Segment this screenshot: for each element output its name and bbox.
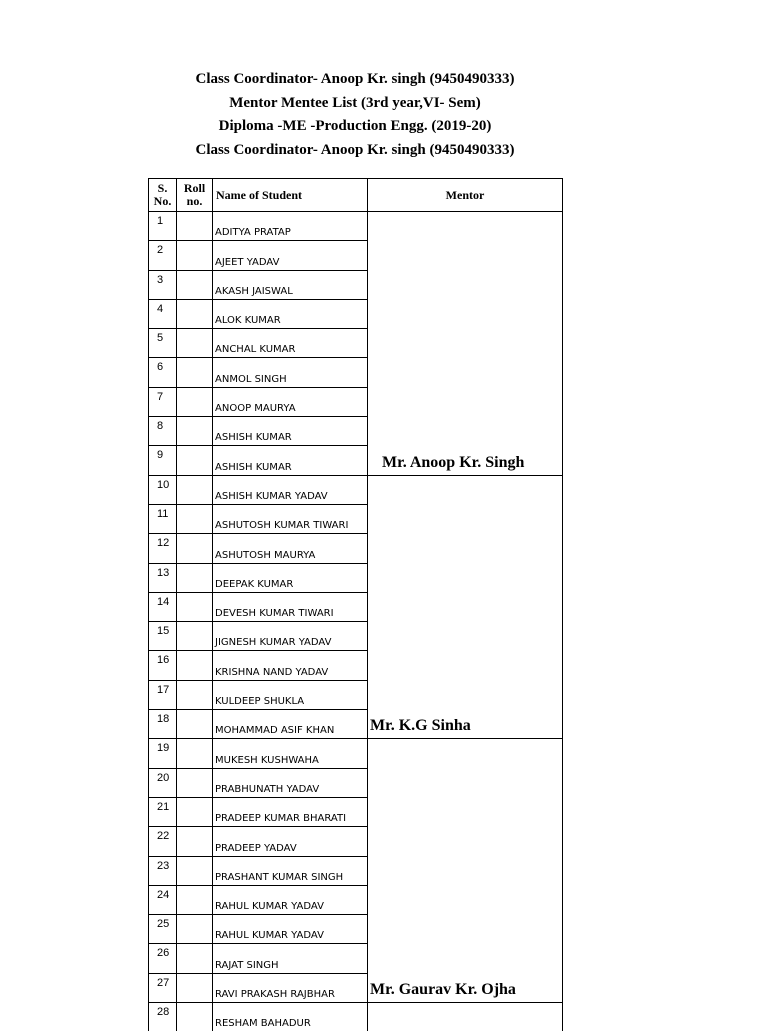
serial-number-cell: 7: [149, 387, 177, 416]
roll-number-cell: [177, 885, 213, 914]
roll-number-cell: [177, 417, 213, 446]
serial-number-cell: 12: [149, 534, 177, 563]
student-name-cell: RAJAT SINGH: [213, 944, 368, 973]
roll-number-cell: [177, 212, 213, 241]
header-line-list-title: Mentor Mentee List (3rd year,VI- Sem): [0, 92, 710, 116]
header-line-coordinator: Class Coordinator- Anoop Kr. singh (9450490333): [0, 68, 710, 92]
roll-number-cell: [177, 299, 213, 328]
student-name-cell: RESHAM BAHADUR: [213, 1003, 368, 1031]
column-header-roll: Roll no.: [177, 179, 213, 212]
column-header-sno: S. No.: [149, 179, 177, 212]
roll-number-cell: [177, 827, 213, 856]
table-body: [149, 212, 563, 1031]
document-header: [0, 68, 710, 162]
student-name-cell: PRADEEP YADAV: [213, 827, 368, 856]
serial-number-cell: 27: [149, 973, 177, 1002]
student-name-cell: ASHUTOSH MAURYA: [213, 534, 368, 563]
roll-number-cell: [177, 329, 213, 358]
serial-number-cell: 22: [149, 827, 177, 856]
serial-number-cell: 20: [149, 768, 177, 797]
mentor-cell: Mr. K.G Sinha: [368, 475, 563, 739]
roll-number-cell: [177, 915, 213, 944]
student-name-cell: KULDEEP SHUKLA: [213, 680, 368, 709]
header-line-program: Diploma -ME -Production Engg. (2019-20): [0, 115, 710, 139]
student-name-cell: ASHISH KUMAR: [213, 446, 368, 475]
serial-number-cell: 5: [149, 329, 177, 358]
student-name-cell: DEVESH KUMAR TIWARI: [213, 592, 368, 621]
mentor-cell-empty: [368, 1003, 563, 1031]
roll-number-cell: [177, 270, 213, 299]
table-row: [149, 475, 563, 504]
student-name-cell: ASHISH KUMAR: [213, 417, 368, 446]
serial-number-cell: 16: [149, 651, 177, 680]
roll-number-cell: [177, 1003, 213, 1031]
column-header-name: Name of Student: [213, 179, 368, 212]
serial-number-cell: 25: [149, 915, 177, 944]
roll-number-cell: [177, 592, 213, 621]
student-name-cell: DEEPAK KUMAR: [213, 563, 368, 592]
roll-number-cell: [177, 739, 213, 768]
serial-number-cell: 11: [149, 504, 177, 533]
roll-number-cell: [177, 475, 213, 504]
student-name-cell: PRABHUNATH YADAV: [213, 768, 368, 797]
serial-number-cell: 18: [149, 710, 177, 739]
roll-number-cell: [177, 797, 213, 826]
roll-number-cell: [177, 856, 213, 885]
table-row: [149, 739, 563, 768]
student-name-cell: MOHAMMAD ASIF KHAN: [213, 710, 368, 739]
student-name-cell: ANCHAL KUMAR: [213, 329, 368, 358]
student-name-cell: ANOOP MAURYA: [213, 387, 368, 416]
roll-number-cell: [177, 563, 213, 592]
serial-number-cell: 10: [149, 475, 177, 504]
student-name-cell: PRADEEP KUMAR BHARATI: [213, 797, 368, 826]
column-header-mentor: Mentor: [368, 179, 563, 212]
mentor-cell: Mr. Gaurav Kr. Ojha: [368, 739, 563, 1003]
student-name-cell: ANMOL SINGH: [213, 358, 368, 387]
serial-number-cell: 24: [149, 885, 177, 914]
student-name-cell: RAHUL KUMAR YADAV: [213, 915, 368, 944]
serial-number-cell: 17: [149, 680, 177, 709]
serial-number-cell: 8: [149, 417, 177, 446]
roll-number-cell: [177, 651, 213, 680]
mentor-mentee-table: [148, 178, 563, 1031]
serial-number-cell: 26: [149, 944, 177, 973]
serial-number-cell: 13: [149, 563, 177, 592]
serial-number-cell: 14: [149, 592, 177, 621]
table-header-row: [149, 179, 563, 212]
roll-number-cell: [177, 387, 213, 416]
roll-number-cell: [177, 358, 213, 387]
roll-number-cell: [177, 710, 213, 739]
serial-number-cell: 28: [149, 1003, 177, 1031]
mentor-cell: Mr. Anoop Kr. Singh: [368, 212, 563, 476]
student-name-cell: RAVI PRAKASH RAJBHAR: [213, 973, 368, 1002]
roll-number-cell: [177, 241, 213, 270]
serial-number-cell: 1: [149, 212, 177, 241]
student-name-cell: JIGNESH KUMAR YADAV: [213, 622, 368, 651]
student-name-cell: KRISHNA NAND YADAV: [213, 651, 368, 680]
student-name-cell: RAHUL KUMAR YADAV: [213, 885, 368, 914]
serial-number-cell: 3: [149, 270, 177, 299]
table-row: [149, 1003, 563, 1031]
roll-number-cell: [177, 973, 213, 1002]
student-name-cell: ASHISH KUMAR YADAV: [213, 475, 368, 504]
roll-number-cell: [177, 446, 213, 475]
student-name-cell: ADITYA PRATAP: [213, 212, 368, 241]
serial-number-cell: 19: [149, 739, 177, 768]
student-name-cell: PRASHANT KUMAR SINGH: [213, 856, 368, 885]
roll-number-cell: [177, 680, 213, 709]
serial-number-cell: 9: [149, 446, 177, 475]
roll-number-cell: [177, 504, 213, 533]
serial-number-cell: 15: [149, 622, 177, 651]
serial-number-cell: 23: [149, 856, 177, 885]
roll-number-cell: [177, 534, 213, 563]
serial-number-cell: 6: [149, 358, 177, 387]
roll-number-cell: [177, 944, 213, 973]
student-name-cell: AKASH JAISWAL: [213, 270, 368, 299]
serial-number-cell: 4: [149, 299, 177, 328]
student-name-cell: AJEET YADAV: [213, 241, 368, 270]
student-name-cell: ASHUTOSH KUMAR TIWARI: [213, 504, 368, 533]
header-line-coordinator-repeat: Class Coordinator- Anoop Kr. singh (9450490333): [0, 139, 710, 163]
roll-number-cell: [177, 622, 213, 651]
roll-number-cell: [177, 768, 213, 797]
student-name-cell: ALOK KUMAR: [213, 299, 368, 328]
table-row: [149, 212, 563, 241]
serial-number-cell: 2: [149, 241, 177, 270]
serial-number-cell: 21: [149, 797, 177, 826]
mentor-mentee-table-wrapper: [148, 178, 563, 1031]
student-name-cell: MUKESH KUSHWAHA: [213, 739, 368, 768]
